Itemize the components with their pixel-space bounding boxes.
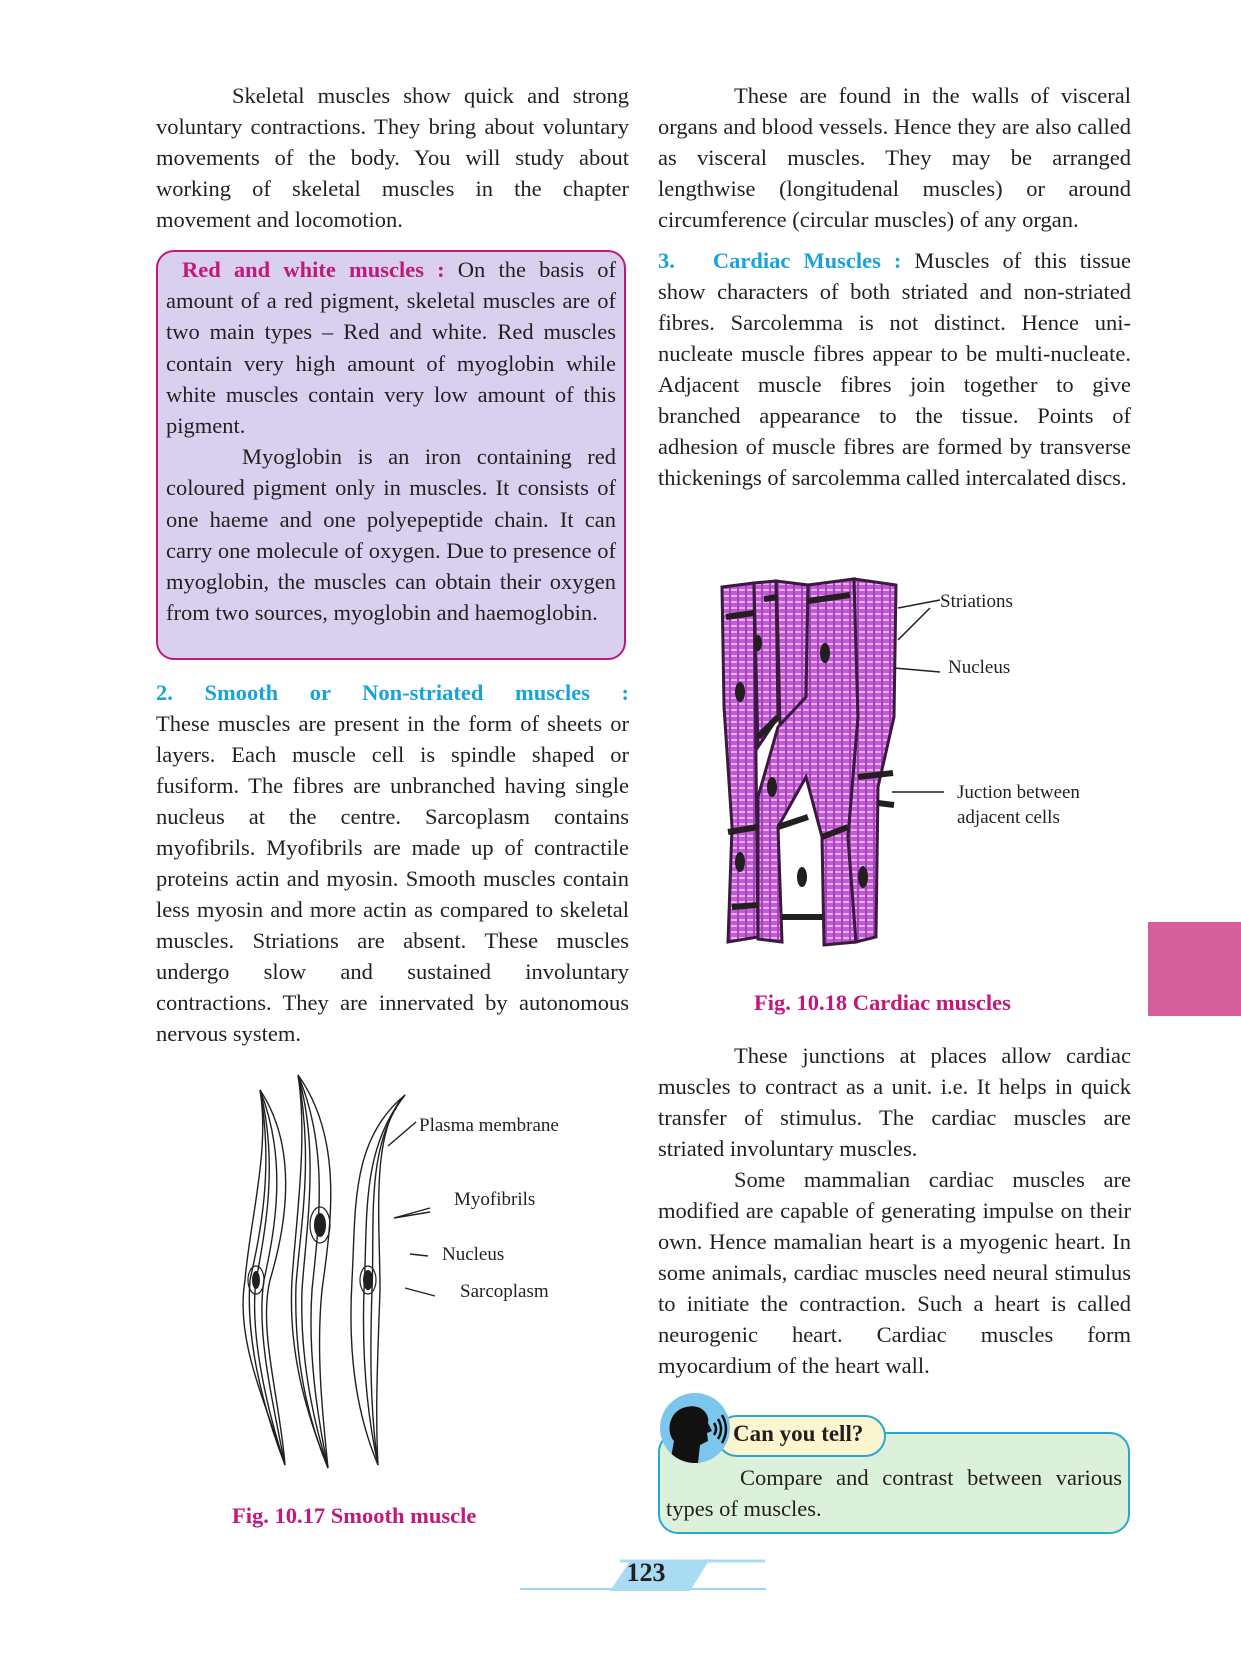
page-number: 123 <box>626 1558 666 1587</box>
nucleus-label: Nucleus <box>442 1244 505 1265</box>
left-intro-paragraph <box>156 80 629 235</box>
junction-label-line2: adjacent cells <box>957 807 1060 828</box>
striations-label: Striations <box>940 591 1013 612</box>
figure-10-17-caption: Fig. 10.17 Smooth muscle <box>232 1503 477 1528</box>
can-you-tell-text <box>666 1462 1122 1524</box>
figure-10-18-caption: Fig. 10.18 Cardiac muscles <box>754 990 1011 1015</box>
red-white-heading: Red and white muscles : <box>182 257 445 282</box>
cardiac-junction-block <box>658 1040 1131 1381</box>
junction-paragraph: These junctions at places allow cardiac muscles to contract as a unit. i.e. It helps in quick transfer of stimulus. The cardiac muscles are striated involuntary muscles. <box>658 1043 1131 1161</box>
cardiac-heading: Cardiac Muscles : <box>712 248 902 273</box>
can-you-tell-title: Can you tell? <box>733 1421 864 1446</box>
skeletal-muscles-paragraph: Skeletal muscles show quick and strong voluntary contractions. They bring about voluntary movements of the body. You will study about working of skeletal muscles in the chapter movement and locomotion. <box>156 83 629 232</box>
red-white-muscles-box <box>156 250 626 660</box>
chapter-side-tab <box>1148 922 1241 1016</box>
red-white-text: On the basis of amount of a red pigment, skeletal muscles are of two main types – Red and white. Red muscles contain very high amount of myoglobin while white muscles contain very low amount of this pigment. <box>166 257 616 439</box>
myogenic-paragraph: Some mammalian cardiac muscles are modified are capable of generating impulse on their own. Hence mamalian heart is a myogenic heart. In some animals, cardiac muscles need neural stimulus to initiate the contraction. Such a heart is called neurogenic heart. Cardiac muscles form myocardium of the heart wall. <box>658 1167 1131 1378</box>
visceral-paragraph: These are found in the walls of visceral organs and blood vessels. Hence they are also called as visceral muscles. They may be arranged lengthwise (longitudenal muscles) or around circumference (circular muscles) of any organ. <box>658 83 1131 232</box>
sarcoplasm-label: Sarcoplasm <box>460 1281 549 1302</box>
smooth-muscle-heading: 2. Smooth or Non-striated muscles : <box>156 680 629 705</box>
myoglobin-paragraph: Myoglobin is an iron containing red coloured pigment only in muscles. It consists of one haeme and one polyepeptide chain. It can carry one molecule of oxygen. Due to presence of myoglobin, the muscles can obtain their oxygen from two sources, myoglobin and haemoglobin. <box>166 444 616 626</box>
visceral-paragraph-block <box>658 80 1131 493</box>
cardiac-nucleus-label: Nucleus <box>948 657 1011 678</box>
plasma-membrane-label: Plasma membrane <box>419 1115 559 1136</box>
cardiac-section <box>658 245 1131 493</box>
smooth-muscle-text: These muscles are present in the form of sheets or layers. Each muscle cell is spindle shaped or fusiform. The fibres are unbranched having single nucleus at the centre. Sarcoplasm contains myofibrils. Myofibrils are made up of contractile proteins actin and myosin. Smooth muscles contain less myosin and more actin as compared to skeletal muscles. Striations are absent. These muscles undergo slow and sustained involuntary contractions. They are innervated by autonomous nervous system. <box>156 711 629 1046</box>
can-you-tell-question: Compare and contrast between various types of muscles. <box>666 1465 1122 1521</box>
myofibrils-label: Myofibrils <box>454 1189 536 1210</box>
cardiac-text: Muscles of this tissue show characters of both striated and non-striated fibres. Sarcolemma is not distinct. Hence uni-nucleate muscle fibres appear to be multi-nucleate. Adjacent muscle fibres join together to give branched appearance to the tissue. Points of adhesion of muscle fibres are formed by transverse thickenings of sarcolemma called intercalated discs. <box>658 248 1132 490</box>
smooth-muscle-section <box>156 677 629 1049</box>
speaking-head-icon <box>660 1393 730 1463</box>
cardiac-section-number: 3. <box>658 248 675 273</box>
red-white-paragraph-1 <box>166 254 616 441</box>
cardiac-muscle-diagram <box>718 577 908 952</box>
cardiac-leader-lines <box>890 590 950 810</box>
junction-label-line1: Juction between <box>957 782 1080 803</box>
